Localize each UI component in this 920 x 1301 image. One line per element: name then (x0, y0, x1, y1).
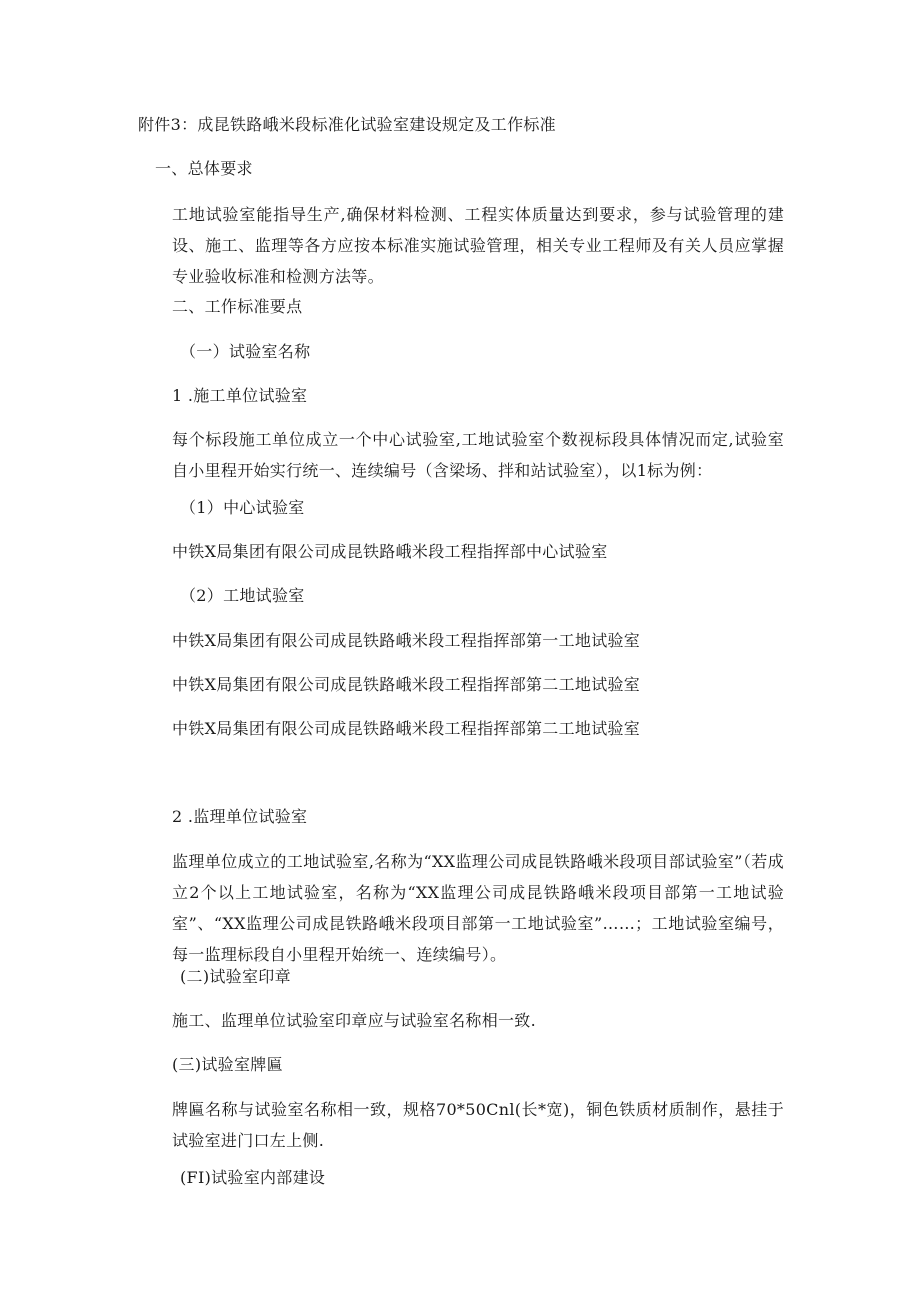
subsection-heading-lab-name: （一）试验室名称 (180, 342, 311, 361)
document-title: 附件3：成昆铁路峨米段标准化试验室建设规定及工作标准 (138, 115, 556, 134)
site-lab-name: 中铁X局集团有限公司成昆铁路峨米段工程指挥部第二工地试验室 (172, 719, 641, 738)
item-heading-construction-lab: 1 .施工单位试验室 (172, 386, 308, 405)
paragraph-lab-seal: 施工、监理单位试验室印章应与试验室名称相一致. (172, 1011, 536, 1030)
subsection-heading-lab-plaque: (三)试验室牌匾 (172, 1055, 283, 1074)
paragraph-construction-lab: 每个标段施工单位成立一个中心试验室,工地试验室个数视标段具体情况而定,试验室自小里程开始实行统一、连续编号（含梁场、拌和站试验室），以1标为例： (172, 430, 784, 480)
central-lab-name: 中铁X局集团有限公司成昆铁路峨米段工程指挥部中心试验室 (172, 542, 608, 561)
item-sub-site-lab: （2）工地试验室 (180, 586, 305, 605)
site-lab-name: 中铁X局集团有限公司成昆铁路峨米段工程指挥部第一工地试验室 (172, 631, 641, 650)
paragraph-supervision-lab: 监理单位成立的工地试验室,名称为“XX监理公司成昆铁路峨米段项目部试验室”（若成立2个以上工地试验室，名称为“XX监理公司成昆铁路峨米段项目部第一工地试验室”、“XX监理公司成昆铁路峨米段项目部第一工地试验室”……；工地试验室编号，每一监理标段自小里程开始统一、连续编号）。 (172, 852, 784, 964)
item-sub-central-lab: （1）中心试验室 (180, 498, 305, 517)
section-heading-work-standards: 二、工作标准要点 (172, 297, 303, 316)
paragraph-lab-plaque: 牌匾名称与试验室名称相一致，规格70*50Cnl(长*宽)，铜色铁质材质制作，悬挂于试验室进门口左上侧. (172, 1100, 784, 1150)
site-lab-name: 中铁X局集团有限公司成昆铁路峨米段工程指挥部第二工地试验室 (172, 675, 641, 694)
subsection-heading-lab-seal: (二)试验室印章 (180, 967, 291, 986)
item-heading-supervision-lab: 2 .监理单位试验室 (172, 807, 308, 826)
subsection-heading-lab-interior: (FI)试验室内部建设 (180, 1168, 326, 1187)
paragraph-general-requirements: 工地试验室能指导生产,确保材料检测、工程实体质量达到要求，参与试验管理的建设、施工、监理等各方应按本标准实施试验管理，相关专业工程师及有关人员应掌握专业验收标准和检测方法等。 (172, 205, 784, 286)
section-heading-general-requirements: 一、总体要求 (155, 159, 253, 178)
